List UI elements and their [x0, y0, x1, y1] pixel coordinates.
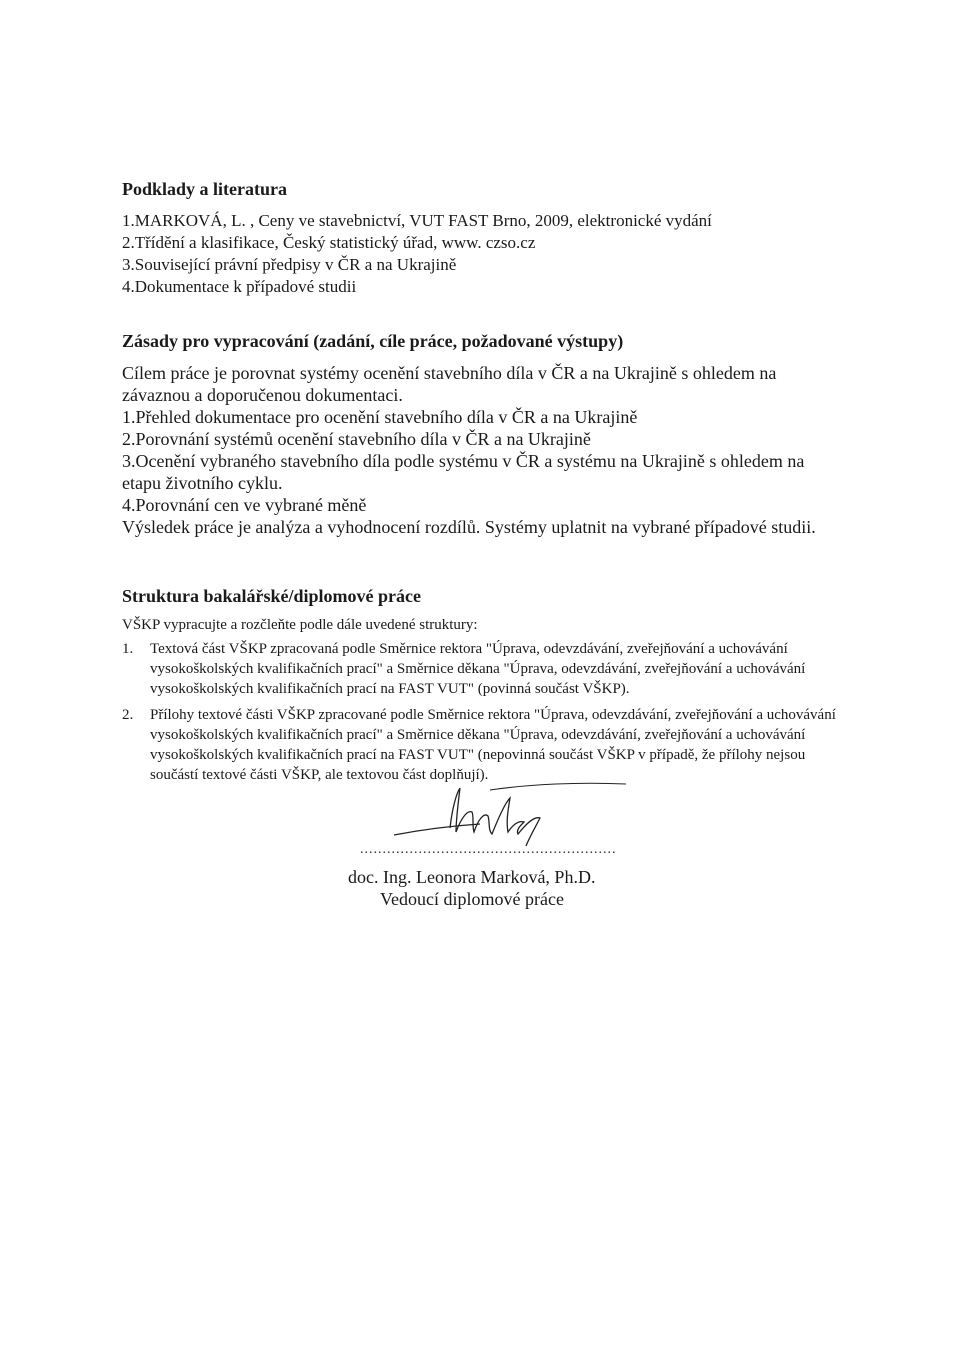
structure-list [122, 639, 842, 785]
literature-item: 2.Třídění a klasifikace, Český statistický úřad, www. czso.cz [122, 233, 536, 252]
principles-item: 2.Porovnání systémů ocenění stavebního díla v ČR a na Ukrajině [122, 429, 591, 449]
structure-item-text: Přílohy textové části VŠKP zpracované podle Směrnice rektora "Úprava, odevzdávání, zveřejňování a uchovávání vysokoškolských kvalifikačních prací" a Směrnice děkana "Úprava, odevzdávání, zveřejňování a uchovávání vysokoškolských kvalifikačních prací na FAST VUT" (nepovinná součást VŠKP v případě, že přílohy nejsou součástí textové části VŠKP, ale textovou část doplňují). [150, 707, 836, 783]
literature-item: 1.MARKOVÁ, L. , Ceny ve stavebnictví, VUT FAST Brno, 2009, elektronické vydání [122, 211, 712, 230]
literature-section [122, 178, 842, 298]
signature-line: ......................................................... [360, 842, 617, 857]
supervisor-role: Vedoucí diplomové práce [380, 889, 564, 909]
principles-intro: Cílem práce je porovnat systémy ocenění stavebního díla v ČR a na Ukrajině s ohledem na závaznou a doporučenou dokumentaci. [122, 363, 777, 405]
principles-outcome: Výsledek práce je analýza a vyhodnocení rozdílů. Systémy uplatnit na vybrané případové studii. [122, 517, 816, 537]
structure-item-number: 2. [122, 707, 134, 723]
literature-item: 4.Dokumentace k případové studii [122, 277, 357, 296]
structure-item [122, 705, 842, 785]
handwritten-signature [390, 780, 630, 850]
principles-list [122, 406, 842, 516]
principles-item: 4.Porovnání cen ve vybrané měně [122, 495, 367, 515]
structure-item [122, 639, 842, 699]
principles-heading: Zásady pro vypracování (zadání, cíle práce, požadované výstupy) [122, 331, 624, 351]
principles-item: 3.Ocenění vybraného stavebního díla podle systému v ČR a systému na Ukrajině s ohledem na etapu životního cyklu. [122, 451, 805, 493]
literature-list [122, 210, 842, 298]
structure-section [122, 585, 842, 791]
structure-item-number: 1. [122, 641, 134, 657]
structure-item-text: Textová část VŠKP zpracovaná podle Směrnice rektora "Úprava, odevzdávání, zveřejňování a uchovávání vysokoškolských kvalifikačních prací" a Směrnice děkana "Úprava, odevzdávání, zveřejňování a uchovávání vysokoškolských kvalifikačních prací na FAST VUT" (povinná součást VŠKP). [150, 641, 806, 697]
literature-heading: Podklady a literatura [122, 179, 287, 199]
structure-heading: Struktura bakalářské/diplomové práce [122, 586, 422, 606]
literature-item: 3.Související právní předpisy v ČR a na Ukrajině [122, 255, 457, 274]
structure-intro: VŠKP vypracujte a rozčleňte podle dále uvedené struktury: [122, 617, 478, 633]
principles-section [122, 330, 842, 538]
supervisor-name: doc. Ing. Leonora Marková, Ph.D. [348, 867, 596, 887]
principles-item: 1.Přehled dokumentace pro ocenění stavebního díla v ČR a na Ukrajině [122, 407, 638, 427]
signature-block [340, 780, 640, 920]
